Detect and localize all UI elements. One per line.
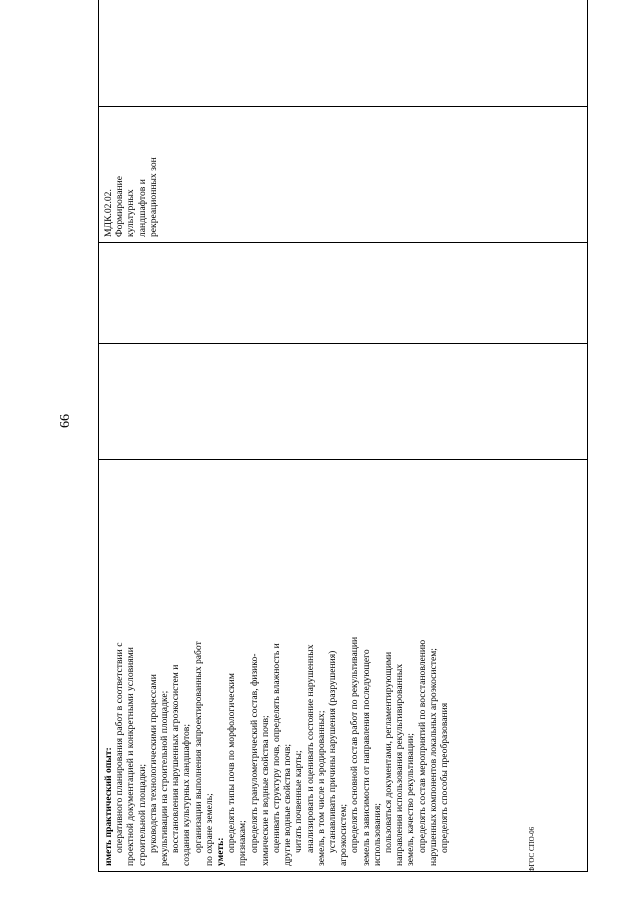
page-number: 66 (58, 414, 73, 428)
list-item: оперативного планирования работ в соответствии с (114, 642, 126, 853)
module-title-line: Формирование (114, 175, 126, 237)
list-item: признакам; (237, 820, 249, 866)
list-item: земель в зависимости от направления последующего (360, 649, 372, 866)
list-item: химические и водные свойства почв; (259, 715, 271, 866)
list-item: земель, в том числе и эродированных; (315, 710, 327, 866)
empty-cell (99, 243, 588, 344)
list-item: читать почвенные карты; (293, 750, 305, 853)
page-footer: ФГОС СПО-06 (528, 826, 536, 872)
list-item: пользоваться документами, регламентирующими (383, 651, 395, 853)
experience-heading: иметь практический опыт: (103, 747, 114, 866)
list-item: по охране земель; (203, 793, 215, 866)
list-item: определять типы почв по морфологическим (226, 673, 238, 853)
list-item: агроэкосистем; (338, 803, 350, 866)
list-item: руководства технологическими процессами (147, 674, 159, 853)
list-item: устанавливать причины нарушения (разрушения) (327, 650, 339, 853)
rotated-page (50, 32, 590, 872)
list-item: направления использования рекультивированных (394, 663, 406, 866)
module-title-line: рекреационных зон (147, 157, 159, 237)
list-item: организации выполнения запроектированных работ (192, 641, 204, 853)
skills-heading: уметь: (215, 837, 227, 866)
list-item: оценивать структуру почв, определять влажность и (271, 643, 283, 853)
list-item: определять состав мероприятий по восстановлению (416, 639, 428, 853)
list-item: рекультивации на строительной площадке; (159, 690, 171, 866)
list-item: анализировать и оценивать состояние нарушенных (304, 644, 316, 853)
module-title-line: ландшафтов и (136, 179, 148, 237)
list-item: проектной документацией и конкретными условиями (125, 647, 137, 866)
list-item: нарушенных компонентов локальных агроэкосистем; (427, 648, 439, 866)
empty-cell (99, 0, 588, 107)
list-item: другие водные свойства почв; (282, 743, 294, 866)
list-item: использования; (371, 803, 383, 866)
list-item: определять основной состав работ по рекультивации (349, 636, 361, 853)
list-item: строительной площадки; (136, 763, 148, 866)
standards-table (98, 0, 588, 872)
list-item: земель, качество рекультивации; (405, 733, 417, 866)
module-cell (99, 107, 588, 243)
list-item: определять способы преобразования (439, 702, 451, 853)
list-item: определять гранулометрический состав, физико- (248, 653, 260, 853)
requirements-cell (99, 460, 588, 872)
table-row (99, 0, 588, 872)
empty-cell (99, 344, 588, 460)
list-item: создания культурных ландшафтов; (181, 723, 193, 866)
module-code: МДК.02.02. (103, 189, 114, 237)
module-title-line: культурных (125, 189, 137, 237)
list-item: восстановления нарушенных агроэкосистем и (170, 664, 182, 853)
